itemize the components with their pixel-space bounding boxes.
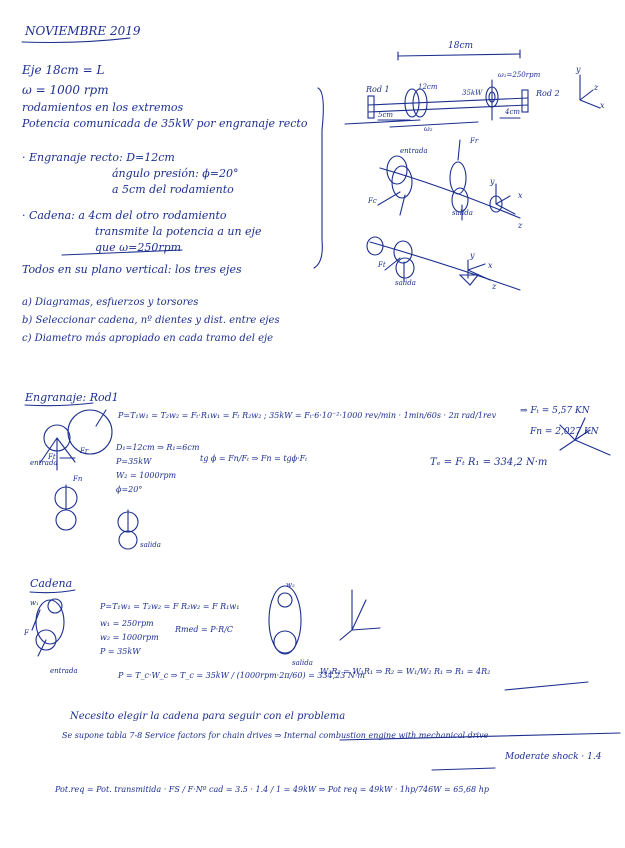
question-line: b) Seleccionar cadena, nº dientes y dist. entre ejes xyxy=(22,315,280,326)
axis-z-label-3: z xyxy=(492,282,497,291)
engranaje-result-fn: Fn = 2,027 KN xyxy=(530,427,599,437)
sketch-fr-label: Fr xyxy=(470,137,479,145)
sketch-kw-label: 35kW xyxy=(462,89,483,97)
engranaje-given: D₁=12cm ⇒ R₁=6cm xyxy=(116,443,200,452)
cadena-radius-eq: Rmed = P·R/C xyxy=(175,625,234,634)
axis-x-label-2: x xyxy=(518,191,523,200)
axis-y-label-2: y xyxy=(490,177,495,186)
axis-y-label-3: y xyxy=(470,251,475,260)
brace xyxy=(314,88,323,268)
engranaje-given: P=35kW xyxy=(116,457,152,466)
cadena-heading: Cadena xyxy=(30,577,73,590)
axis-z-label-2: z xyxy=(518,221,523,230)
pot-equation: Pot.req = Pot. transmitida · FS / F·Nº cad = 3.5 · 1.4 / 1 = 49kW ⇒ Pot req = 49kW · 1hp/746W = 65,68 hp xyxy=(55,785,489,794)
chain-label-salida: salida xyxy=(292,659,313,667)
gear-label-fn: Fn xyxy=(73,475,83,483)
cadena-given: w₁ = 250rpm xyxy=(100,619,154,628)
sketch-fc-label: Fc xyxy=(368,197,377,205)
sketch-ft-label: Ft xyxy=(378,261,386,269)
engranaje-given: W₂ = 1000rpm xyxy=(116,471,177,480)
problem-line: · Engranaje recto: D=12cm xyxy=(22,151,175,164)
engranaje-given: ϕ=20° xyxy=(116,485,143,494)
note-line2: Se supone tabla 7-8 Service factors for chain drives ⇒ Internal combustion engine with mechanical drive xyxy=(62,731,489,740)
sketch-salida-label: salida xyxy=(452,209,473,217)
engranaje-heading: Engranaje: Rod1 xyxy=(25,391,119,404)
sketch-length-label: 18cm xyxy=(448,41,474,51)
problem-line: rodamientos en los extremos xyxy=(22,101,184,114)
problem-line: a 5cm del rodamiento xyxy=(112,183,234,196)
problem-line: Potencia comunicada de 35kW por engranaje recto xyxy=(22,117,308,130)
problem-line: Eje 18cm = L xyxy=(22,63,105,77)
cadena-ratio-eq: W₂R₂ = W₁R₁ ⇒ R₂ = W₁/W₂ R₁ ⇒ R₁ = 4R₂ xyxy=(320,667,491,676)
rod2-label: Rod 2 xyxy=(536,89,560,98)
problem-line: Todos en su plano vertical: los tres ejes xyxy=(22,263,242,276)
cadena-tc-eq: P = T_c·W_c ⇒ T_c = 35kW / (1000rpm·2π/60) = 334,23 N·m xyxy=(118,671,366,680)
chain-label-f: F xyxy=(24,629,29,637)
rod1-label: Rod 1 xyxy=(366,85,390,94)
cadena-given: P = 35kW xyxy=(100,647,141,656)
shaft-sketch-1 xyxy=(368,50,600,120)
problem-line: · Cadena: a 4cm del otro rodamiento xyxy=(22,209,227,222)
chain-sketch xyxy=(32,586,380,656)
cadena-given: w₂ = 1000rpm xyxy=(100,633,159,642)
axis-x-label-3: x xyxy=(488,261,493,270)
dim-4cm-label: 4cm xyxy=(505,108,521,116)
gear-label-salida: salida xyxy=(140,541,161,549)
gear-label-entrada: entrada xyxy=(30,459,58,467)
axis-y-label: y xyxy=(576,65,581,74)
note-line1: Necesito elegir la cadena para seguir con el problema xyxy=(70,711,346,722)
engranaje-te-eq: Tₑ = Fₜ R₁ = 334,2 N·m xyxy=(430,457,548,468)
page-title: NOVIEMBRE 2019 xyxy=(25,24,141,38)
chain-label-w2: w₂ xyxy=(286,581,295,589)
engranaje-result-ft: ⇒ Fₜ = 5,57 KN xyxy=(520,406,590,416)
question-line: c) Diametro más apropiado en cada tramo del eje xyxy=(22,333,274,344)
title-underline xyxy=(22,38,130,43)
engranaje-eq1: P=T₁w₁ = T₂w₂ = Fₜ·R₁w₁ = Fₜ R₂w₂ ; 35kW = Fₜ·6·10⁻²·1000 rev/min · 1min/60s · 2π rad/1rev xyxy=(118,411,497,420)
question-line: a) Diagramas, esfuerzos y torsores xyxy=(22,297,199,308)
problem-line: que ω=250rpm xyxy=(95,241,182,254)
w-right-label: ω₁=250rpm xyxy=(498,71,541,79)
dim-5cm-label: 5cm xyxy=(378,111,394,119)
problem-line: transmite la potencia a un eje xyxy=(95,225,262,238)
axis-z-label: z xyxy=(594,83,599,92)
axis-x-label: x xyxy=(600,101,605,110)
cadena-eq1: P=T₁w₁ = T₂w₂ = F R₂w₂ = F R₁w₁ xyxy=(100,602,240,611)
sketch-12cm-label: 12cm xyxy=(418,83,438,91)
gear-label-ft: Ft xyxy=(48,453,56,461)
chain-label-w1: w₁ xyxy=(30,599,39,607)
gear-label-fr: Fr xyxy=(80,447,89,455)
chain-label-entrada: entrada xyxy=(50,667,78,675)
sketch-entrada-label: entrada xyxy=(400,147,428,155)
engranaje-tan-eq: tg ϕ = Fn/Fₜ ⇒ Fn = tgϕ·Fₜ xyxy=(200,454,308,463)
problem-line: ω = 1000 rpm xyxy=(22,83,109,97)
problem-line: ángulo presión: ϕ=20° xyxy=(112,167,239,180)
shaft-sketch-3 xyxy=(367,237,520,290)
w-left-label: ω₂ xyxy=(424,125,433,133)
sketch-salida-label-2: salida xyxy=(395,279,416,287)
note-line3: Moderate shock · 1.4 xyxy=(505,752,602,762)
